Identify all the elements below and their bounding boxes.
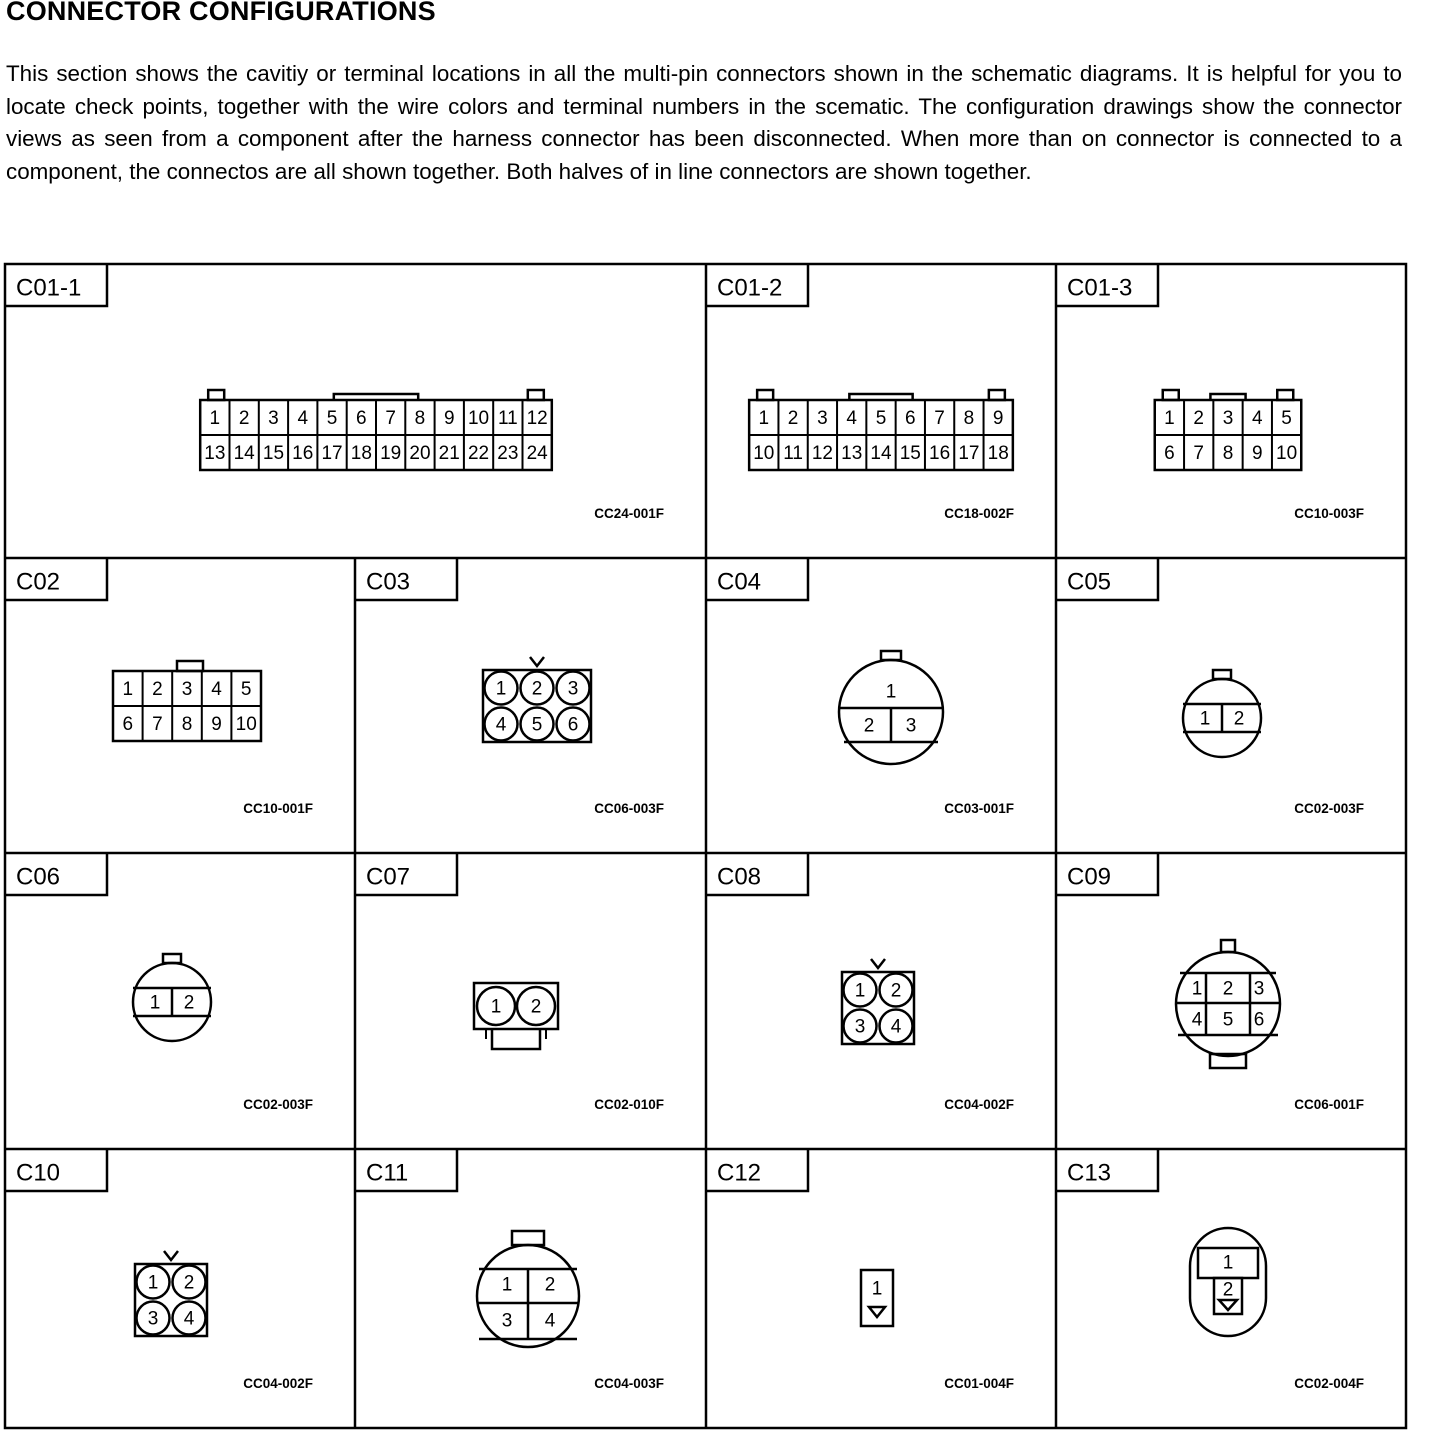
terminal-8: 8	[181, 714, 193, 735]
terminal-5: 5	[326, 408, 338, 429]
terminal-13: 13	[204, 443, 226, 464]
connector-label: C05	[1067, 568, 1112, 596]
terminal-6: 6	[1253, 1009, 1265, 1031]
terminal-2: 2	[1193, 408, 1204, 429]
connector-label: C01-1	[16, 274, 82, 302]
terminal-2: 2	[531, 678, 543, 700]
terminal-2: 2	[863, 715, 875, 737]
connector-diagram	[1155, 390, 1302, 470]
connector-diagram	[842, 959, 914, 1044]
intro-paragraph: This section shows the cavitiy or terminal locations in all the multi-pin connectors shown in the schematic diagrams. It is helpful for you to locate check points, together with the wire colors and terminal numbers in the scematic. The configuration drawings show the connector views as seen from a component after the harness connector has been disconnected. When more than on connector is connected to a component, the connectos are all shown together. Both halves of in line connectors are shown together.	[6, 61, 1402, 184]
connector-cell-c01-1	[5, 264, 664, 521]
connector-label: C01-3	[1067, 274, 1133, 302]
terminal-3: 3	[854, 1016, 866, 1038]
connector-code: CC06-001F	[1294, 1097, 1364, 1112]
connector-label: C12	[717, 1159, 762, 1187]
terminal-2: 2	[787, 408, 799, 429]
terminal-1: 1	[871, 1278, 883, 1300]
connector-diagram	[113, 661, 261, 741]
connector-label: C04	[717, 568, 762, 596]
connector-diagram	[749, 390, 1013, 470]
connector-cell-c07	[355, 853, 664, 1112]
terminal-3: 3	[567, 678, 579, 700]
terminal-3: 3	[817, 408, 828, 429]
terminal-3: 3	[147, 1308, 159, 1330]
connector-code: CC10-001F	[243, 801, 313, 816]
connector-label: C11	[366, 1159, 409, 1187]
terminal-2: 2	[238, 408, 250, 429]
connector-cell-c02	[5, 558, 313, 816]
terminal-9: 9	[1252, 443, 1263, 464]
terminal-4: 4	[1252, 408, 1263, 429]
terminal-3: 3	[181, 679, 193, 700]
terminal-14: 14	[233, 443, 255, 464]
connector-label: C13	[1067, 1159, 1112, 1187]
connector-diagram	[200, 390, 552, 470]
connector-label: C09	[1067, 863, 1112, 891]
terminal-2: 2	[530, 996, 542, 1018]
terminal-4: 4	[890, 1016, 902, 1038]
connector-cell-c03	[355, 558, 664, 816]
terminal-5: 5	[875, 408, 887, 429]
connector-label: C08	[717, 863, 762, 891]
connector-diagram	[861, 1270, 893, 1326]
terminal-8: 8	[963, 408, 975, 429]
connector-code: CC18-002F	[944, 506, 1014, 521]
connector-label: C03	[366, 568, 411, 596]
terminal-9: 9	[992, 408, 1004, 429]
terminal-15: 15	[899, 443, 921, 464]
terminal-4: 4	[544, 1310, 556, 1332]
terminal-16: 16	[929, 443, 951, 464]
connector-diagram	[135, 1251, 207, 1336]
terminal-17: 17	[321, 443, 343, 464]
connector-cell-c06	[5, 853, 313, 1112]
connector-code: CC03-001F	[944, 801, 1014, 816]
connector-code: CC02-003F	[243, 1097, 313, 1112]
page-title: CONNECTOR CONFIGURATIONS	[6, 0, 436, 26]
connector-cell-c13	[1056, 1149, 1364, 1391]
terminal-19: 19	[380, 443, 402, 464]
terminal-2: 2	[1222, 978, 1234, 1000]
terminal-1: 1	[1222, 1252, 1234, 1274]
connector-cell-c10	[5, 1149, 313, 1391]
connector-label: C06	[16, 863, 61, 891]
terminal-9: 9	[443, 408, 455, 429]
terminal-3: 3	[268, 408, 279, 429]
terminal-21: 21	[438, 443, 460, 464]
connector-diagram	[133, 954, 211, 1041]
terminal-10: 10	[467, 408, 490, 429]
terminal-5: 5	[240, 679, 252, 700]
terminal-17: 17	[958, 443, 980, 464]
terminal-1: 1	[885, 681, 897, 703]
terminal-1: 1	[1199, 708, 1211, 730]
terminal-3: 3	[1222, 408, 1234, 429]
terminal-16: 16	[292, 443, 314, 464]
connector-diagram	[1183, 670, 1261, 757]
terminal-10: 10	[753, 443, 775, 464]
connector-diagram	[477, 1231, 579, 1347]
terminal-5: 5	[1222, 1009, 1234, 1031]
terminal-3: 3	[501, 1310, 513, 1332]
connector-cell-c05	[1056, 558, 1364, 816]
connector-label: C01-2	[717, 274, 783, 302]
terminal-1: 1	[758, 408, 770, 429]
connector-code: CC24-001F	[594, 506, 664, 521]
terminal-7: 7	[1193, 443, 1204, 464]
connector-code: CC04-003F	[594, 1376, 664, 1391]
terminal-2: 2	[1233, 708, 1245, 730]
terminal-10: 10	[1276, 443, 1298, 464]
terminal-4: 4	[183, 1308, 195, 1330]
connector-diagram	[474, 983, 558, 1049]
terminal-2: 2	[890, 980, 902, 1002]
terminal-14: 14	[870, 443, 892, 464]
connector-code: CC04-002F	[944, 1097, 1014, 1112]
connector-cell-c09	[1056, 853, 1364, 1112]
terminal-24: 24	[526, 443, 548, 464]
connector-code: CC10-003F	[1294, 506, 1364, 521]
terminal-12: 12	[526, 408, 548, 429]
terminal-1: 1	[495, 678, 507, 700]
terminal-2: 2	[183, 992, 195, 1014]
connector-code: CC02-010F	[594, 1097, 664, 1112]
connector-cell-c01-3	[1056, 264, 1364, 521]
terminal-7: 7	[934, 408, 945, 429]
terminal-3: 3	[1253, 978, 1265, 1000]
terminal-23: 23	[497, 443, 519, 464]
terminal-2: 2	[183, 1272, 195, 1294]
terminal-1: 1	[854, 980, 866, 1002]
terminal-6: 6	[567, 714, 579, 736]
connector-cell-c08	[706, 853, 1014, 1112]
terminal-1: 1	[149, 992, 161, 1014]
connector-code: CC04-002F	[243, 1376, 313, 1391]
terminal-20: 20	[409, 443, 431, 464]
connector-cell-c04	[706, 558, 1014, 816]
terminal-6: 6	[1164, 443, 1175, 464]
terminal-6: 6	[356, 408, 367, 429]
terminal-6: 6	[905, 408, 916, 429]
terminal-1: 1	[490, 996, 502, 1018]
terminal-4: 4	[495, 714, 507, 736]
terminal-4: 4	[846, 408, 857, 429]
connector-label: C02	[16, 568, 61, 596]
terminal-3: 3	[905, 715, 917, 737]
connector-code: CC01-004F	[944, 1376, 1014, 1391]
terminal-18: 18	[350, 443, 372, 464]
terminal-12: 12	[811, 443, 833, 464]
terminal-5: 5	[1281, 408, 1292, 429]
connector-code: CC02-004F	[1294, 1376, 1364, 1391]
terminal-2: 2	[544, 1274, 556, 1296]
terminal-2: 2	[152, 679, 163, 700]
terminal-4: 4	[211, 679, 222, 700]
terminal-8: 8	[414, 408, 426, 429]
connector-label: C10	[16, 1159, 61, 1187]
connector-diagram	[1176, 940, 1280, 1068]
connector-label: C07	[366, 863, 411, 891]
terminal-18: 18	[987, 443, 1009, 464]
terminal-5: 5	[531, 714, 543, 736]
terminal-1: 1	[122, 679, 134, 700]
terminal-15: 15	[262, 443, 285, 464]
terminal-1: 1	[209, 408, 221, 429]
terminal-1: 1	[1191, 978, 1203, 1000]
connector-diagram	[1190, 1228, 1266, 1336]
connector-cell-c11	[355, 1149, 664, 1391]
terminal-4: 4	[1191, 1009, 1203, 1031]
connector-diagram	[839, 651, 943, 764]
terminal-11: 11	[497, 408, 518, 429]
terminal-1: 1	[147, 1272, 159, 1294]
connector-cell-c01-2	[706, 264, 1014, 521]
terminal-9: 9	[211, 714, 222, 735]
terminal-1: 1	[1164, 408, 1175, 429]
terminal-13: 13	[841, 443, 863, 464]
terminal-11: 11	[783, 443, 803, 464]
terminal-7: 7	[385, 408, 396, 429]
terminal-10: 10	[235, 714, 257, 735]
terminal-4: 4	[297, 408, 309, 429]
terminal-6: 6	[122, 714, 134, 735]
connector-cell-c12	[706, 1149, 1014, 1391]
terminal-2: 2	[1222, 1279, 1234, 1301]
connector-code: CC02-003F	[1294, 801, 1364, 816]
terminal-1: 1	[501, 1274, 513, 1296]
terminal-22: 22	[467, 443, 490, 464]
connector-diagram	[483, 657, 591, 742]
connector-code: CC06-003F	[594, 801, 664, 816]
terminal-7: 7	[152, 714, 163, 735]
terminal-8: 8	[1222, 443, 1234, 464]
